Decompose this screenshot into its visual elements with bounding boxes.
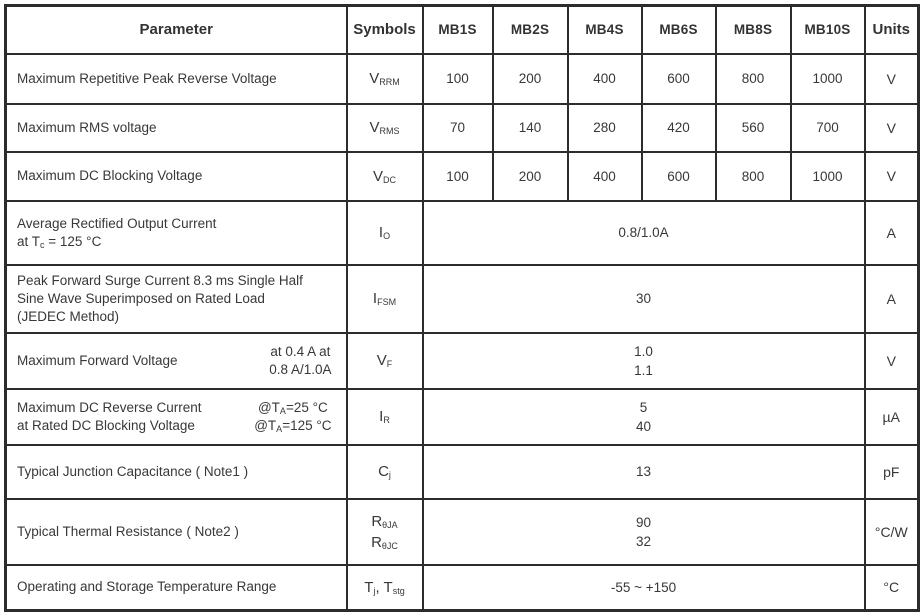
value-cell: 700 xyxy=(791,104,865,152)
unit-cell: V xyxy=(865,333,919,389)
unit-cell: °C/W xyxy=(865,499,919,565)
parameter-cell xyxy=(6,265,347,333)
table-body xyxy=(6,54,919,611)
parameter-cell xyxy=(6,104,347,152)
table-row xyxy=(6,333,919,389)
maximum-ratings-table xyxy=(4,4,920,612)
value-cell: 800 xyxy=(716,54,791,104)
parameter-text: Operating and Storage Temperature Range xyxy=(17,579,277,595)
value-cell: 100 xyxy=(423,152,493,201)
parameter-text: Average Rectified Output Current at $T_c = 125$ °C xyxy=(17,215,217,250)
parameter-text: Maximum Repetitive Peak Reverse Voltage xyxy=(17,70,277,86)
col-header-units: Units xyxy=(865,6,919,54)
parameter-cell xyxy=(6,333,347,389)
unit-cell: A xyxy=(865,265,919,333)
parameter-cell xyxy=(6,445,347,499)
parameter-cell xyxy=(6,152,347,201)
value-cell: 70 xyxy=(423,104,493,152)
parameter-cell xyxy=(6,201,347,265)
col-header-mb2s: MB2S xyxy=(493,6,568,54)
merged-value-cell: 90 32 xyxy=(423,499,865,565)
merged-value-cell: 1.0 1.1 xyxy=(423,333,865,389)
table-row xyxy=(6,152,919,201)
unit-cell: pF xyxy=(865,445,919,499)
parameter-text: Maximum RMS voltage xyxy=(17,119,157,135)
parameter-text: Typical Thermal Resistance ( Note2 ) xyxy=(17,523,239,539)
value-cell: 800 xyxy=(716,152,791,201)
table-row xyxy=(6,104,919,152)
parameter-cell xyxy=(6,565,347,611)
value-cell: 200 xyxy=(493,152,568,201)
unit-cell: V xyxy=(865,54,919,104)
condition-text: $@T_A=25$ °C $@T_A=125$ °C xyxy=(254,399,332,434)
table-row xyxy=(6,265,919,333)
merged-value-cell: 5 40 xyxy=(423,389,865,445)
parameter-cell xyxy=(6,499,347,565)
symbol-cell: $C_j$ xyxy=(347,445,423,499)
symbol-cell: $V_{RRM}$ xyxy=(347,54,423,104)
value-cell: 400 xyxy=(568,54,642,104)
merged-value-cell: 30 xyxy=(423,265,865,333)
unit-cell: V xyxy=(865,152,919,201)
parameter-text: Typical Junction Capacitance ( Note1 ) xyxy=(17,463,249,479)
symbol-cell: $I_O$ xyxy=(347,201,423,265)
value-cell: 1000 xyxy=(791,54,865,104)
value-cell: 140 xyxy=(493,104,568,152)
value-cell: 1000 xyxy=(791,152,865,201)
col-header-mb4s: MB4S xyxy=(568,6,642,54)
parameter-cell xyxy=(6,389,347,445)
header-row xyxy=(6,6,919,54)
symbol-cell: $V_F$ xyxy=(347,333,423,389)
condition-text: at 0.4 A at 0.8 A/1.0A xyxy=(269,343,332,377)
col-header-symbols: Symbols xyxy=(347,6,423,54)
value-cell: 560 xyxy=(716,104,791,152)
merged-value-cell: 0.8/1.0A xyxy=(423,201,865,265)
unit-cell: V xyxy=(865,104,919,152)
col-header-mb10s: MB10S xyxy=(791,6,865,54)
parameter-cell xyxy=(6,54,347,104)
value-cell: 280 xyxy=(568,104,642,152)
unit-cell: A xyxy=(865,201,919,265)
table-row xyxy=(6,389,919,445)
value-cell: 100 xyxy=(423,54,493,104)
parameter-text: Maximum DC Blocking Voltage xyxy=(17,168,203,183)
symbol-cell: $T_j$, $T_{stg}$ xyxy=(347,565,423,611)
unit-cell: µA xyxy=(865,389,919,445)
parameter-text: Peak Forward Surge Current 8.3 ms Single Half Sine Wave Superimposed on Rated Load (JEDEC Method) xyxy=(17,272,303,324)
table-row xyxy=(6,54,919,104)
symbol-cell: $V_{DC}$ xyxy=(347,152,423,201)
symbol-cell: $I_R$ xyxy=(347,389,423,445)
col-header-mb1s: MB1S xyxy=(423,6,493,54)
unit-cell: °C xyxy=(865,565,919,611)
table-row xyxy=(6,565,919,611)
merged-value-cell: -55 ~ +150 xyxy=(423,565,865,611)
value-cell: 200 xyxy=(493,54,568,104)
value-cell: 420 xyxy=(642,104,716,152)
merged-value-cell: 13 xyxy=(423,445,865,499)
table-row xyxy=(6,499,919,565)
symbol-cell: $V_{RMS}$ xyxy=(347,104,423,152)
parameter-text: Maximum DC Reverse Current at Rated DC Blocking Voltage xyxy=(17,399,202,433)
value-cell: 400 xyxy=(568,152,642,201)
col-header-mb8s: MB8S xyxy=(716,6,791,54)
table-row xyxy=(6,201,919,265)
symbol-cell: $R_{\theta JA}$ $R_{\theta JC}$ xyxy=(347,499,423,565)
table-row xyxy=(6,445,919,499)
value-cell: 600 xyxy=(642,152,716,201)
parameter-text: Maximum Forward Voltage xyxy=(17,352,178,368)
symbol-cell: $I_{FSM}$ xyxy=(347,265,423,333)
value-cell: 600 xyxy=(642,54,716,104)
col-header-mb6s: MB6S xyxy=(642,6,716,54)
col-header-parameter: Parameter xyxy=(6,6,347,54)
